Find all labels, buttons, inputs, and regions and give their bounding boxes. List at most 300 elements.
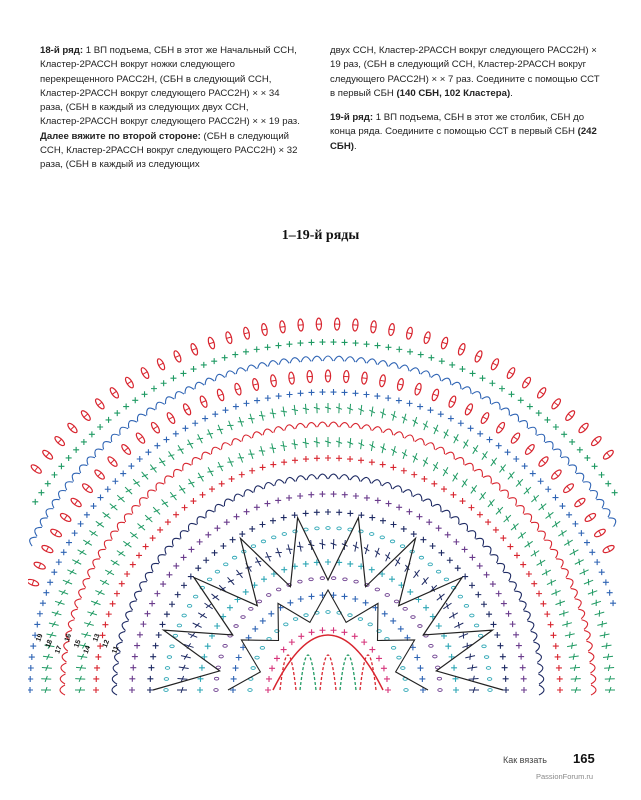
stitch-mark (474, 624, 478, 627)
stitch-mark (164, 611, 170, 617)
stitch-mark (411, 452, 420, 463)
stitch-mark (243, 349, 249, 355)
stitch-mark (37, 611, 43, 617)
stitch-mark (491, 621, 497, 627)
stitch-mark (513, 436, 518, 440)
stitch-mark (529, 493, 540, 504)
stitch-mark (341, 593, 347, 599)
stitch-mark (33, 525, 42, 536)
stitch-mark (404, 689, 408, 692)
stitch-mark (350, 475, 361, 481)
stitch-mark (298, 596, 304, 602)
stitch-mark (160, 581, 166, 587)
stitch-mark (251, 545, 255, 548)
stitch-mark (563, 537, 575, 547)
stitch-mark (195, 433, 205, 445)
stitch-mark (286, 341, 292, 347)
stitch-mark (401, 468, 407, 474)
stitch-mark (343, 578, 347, 581)
stitch-mark (287, 391, 293, 397)
stitch-mark (340, 422, 350, 428)
stitch-mark (243, 400, 249, 406)
stitch-mark (502, 513, 513, 524)
stitch-mark (465, 653, 476, 661)
stitch-mark (159, 621, 165, 627)
stitch-mark (368, 441, 376, 452)
stitch-mark (263, 481, 274, 489)
stitch-mark (590, 488, 600, 499)
stitch-mark (328, 474, 338, 479)
stitch-mark (325, 455, 331, 461)
stitch-mark (293, 618, 297, 621)
stitch-mark (612, 490, 618, 496)
stitch-mark (195, 565, 201, 571)
stitch-mark (490, 552, 500, 563)
stitch-mark (536, 652, 542, 663)
stitch-mark (475, 592, 481, 598)
stitch-mark (77, 587, 85, 598)
stitch-mark (136, 552, 142, 558)
stitch-mark (325, 559, 331, 565)
stitch-mark (279, 358, 290, 364)
stitch-mark (186, 477, 197, 489)
stitch-mark (226, 456, 235, 468)
stitch-mark (130, 665, 136, 671)
stitch-mark (508, 372, 513, 375)
second-side-paragraph (40, 130, 302, 173)
stitch-mark (92, 446, 103, 457)
stitch-mark (339, 474, 349, 480)
stitch-mark (159, 497, 170, 508)
stitch-mark (101, 510, 113, 521)
stitch-mark (528, 448, 533, 452)
stitch-mark (550, 588, 562, 597)
stitch-mark (420, 575, 431, 586)
stitch-mark (273, 426, 284, 433)
stitch-mark (541, 567, 553, 577)
stitch-mark (197, 539, 203, 545)
chart-ring (28, 356, 618, 546)
stitch-mark (177, 624, 181, 627)
stitch-mark (571, 587, 579, 598)
stitch-mark (275, 343, 281, 349)
stitch-mark (58, 463, 64, 469)
stitch-mark (132, 397, 138, 403)
stitch-mark (202, 416, 208, 422)
stitch-mark (314, 455, 320, 461)
stitch-mark (596, 497, 606, 508)
stitch-mark (510, 621, 516, 627)
stitch-mark (478, 634, 482, 637)
stitch-mark (115, 520, 125, 531)
stitch-mark (180, 653, 191, 661)
stitch-mark (232, 352, 238, 358)
stitch-mark (503, 687, 509, 693)
stitch-mark (302, 404, 309, 414)
stitch-mark (81, 576, 90, 587)
stitch-mark (254, 346, 260, 352)
stitch-mark (317, 474, 327, 479)
stitch-mark (369, 567, 375, 573)
stitch-mark (480, 375, 486, 381)
stitch-mark (67, 619, 74, 630)
stitch-mark (94, 588, 106, 597)
stitch-mark (38, 515, 47, 526)
stitch-mark (235, 367, 246, 374)
stitch-mark (109, 558, 121, 568)
stitch-mark (481, 601, 487, 607)
stitch-mark (445, 532, 451, 538)
stitch-mark (234, 568, 245, 580)
stitch-mark (173, 390, 184, 399)
stitch-mark (347, 510, 353, 516)
stitch-mark (506, 470, 517, 482)
stitch-mark (296, 541, 304, 552)
stitch-mark (272, 536, 276, 539)
stitch-mark (550, 547, 559, 558)
stitch-mark (578, 608, 586, 619)
stitch-mark (113, 663, 119, 673)
stitch-mark (518, 654, 524, 660)
stitch-mark (380, 536, 384, 539)
stitch-mark (496, 443, 502, 449)
stitch-mark (317, 422, 327, 427)
stitch-mark (251, 431, 262, 439)
stitch-mark (112, 391, 117, 395)
stitch-mark (30, 643, 36, 649)
stitch-mark (153, 643, 159, 649)
stitch-mark (451, 433, 461, 445)
stitch-mark (298, 633, 304, 639)
stitch-mark (287, 600, 293, 606)
stitch-mark (518, 397, 524, 403)
stitch-mark (334, 356, 344, 361)
stitch-mark (153, 400, 164, 409)
stitch-mark (493, 527, 499, 533)
stitch-mark (375, 497, 381, 503)
stitch-mark (148, 665, 154, 671)
stitch-mark (105, 486, 111, 492)
stitch-mark (225, 575, 236, 586)
stitch-mark (447, 557, 453, 563)
stitch-mark (482, 417, 487, 420)
stitch-mark (29, 654, 35, 660)
stitch-mark (484, 572, 490, 578)
stitch-mark (472, 390, 483, 399)
stitch-mark (448, 610, 460, 620)
stitch-mark (187, 604, 191, 607)
stitch-mark (188, 546, 194, 552)
stitch-mark (407, 333, 413, 334)
stitch-mark (358, 457, 364, 463)
stitch-mark (442, 342, 448, 344)
stitch-mark (276, 393, 282, 399)
stitch-mark (502, 665, 508, 671)
stitch-mark (431, 461, 441, 473)
stitch-mark (135, 412, 146, 422)
stitch-mark (571, 676, 581, 682)
stitch-mark (522, 463, 528, 469)
stitch-mark (84, 512, 90, 518)
row-number-label: 11 (111, 645, 121, 655)
stitch-mark (589, 549, 595, 555)
stitch-mark (96, 547, 105, 558)
stitch-mark (531, 630, 538, 641)
stitch-mark (400, 413, 408, 424)
stitch-mark (41, 676, 51, 682)
chart-ring (129, 491, 527, 693)
stitch-mark (173, 431, 179, 437)
stitch-mark (124, 448, 129, 452)
stitch-mark (292, 512, 298, 518)
stitch-mark (411, 531, 417, 537)
stitch-mark (122, 511, 132, 522)
stitch-mark (220, 441, 231, 449)
stitch-mark (390, 540, 394, 543)
stitch-mark (451, 514, 462, 524)
stitch-mark (576, 471, 586, 482)
row-number-label: 15 (73, 638, 83, 649)
stitch-mark (128, 463, 134, 469)
stitch-mark (254, 398, 260, 404)
stitch-mark (196, 471, 206, 483)
stitch-mark (606, 452, 610, 457)
stitch-mark (450, 471, 460, 483)
stitch-mark (453, 620, 465, 630)
stitch-mark (121, 620, 129, 631)
stitch-mark (145, 487, 156, 497)
stitch-mark (28, 578, 39, 587)
stitch-mark (520, 562, 526, 568)
stitch-mark (584, 629, 591, 640)
stitch-mark (372, 426, 383, 433)
stitch-mark (594, 439, 598, 443)
stitch-mark (274, 655, 280, 661)
stitch-mark (391, 521, 397, 527)
stitch-mark (104, 567, 116, 577)
stitch-mark (162, 544, 172, 555)
stitch-mark (97, 402, 102, 406)
stitch-mark (599, 569, 605, 575)
stitch-mark (212, 550, 218, 556)
stitch-mark (285, 544, 293, 555)
stitch-mark (315, 527, 319, 530)
stitch-mark (460, 498, 466, 504)
stitch-mark (385, 594, 389, 597)
stitch-mark (181, 554, 187, 560)
stitch-mark (54, 598, 65, 607)
stitch-mark (270, 518, 276, 524)
stitch-mark (32, 580, 34, 586)
stitch-mark (336, 403, 342, 413)
stitch-mark (165, 667, 169, 670)
stitch-mark (84, 414, 88, 418)
stitch-mark (464, 604, 468, 607)
stitch-mark (66, 455, 72, 461)
stitch-mark (218, 394, 224, 396)
stitch-mark (591, 685, 596, 695)
stitch-mark (182, 614, 186, 617)
stitch-mark (467, 664, 478, 671)
stitch-mark (486, 611, 492, 617)
stitch-mark (358, 618, 362, 621)
stitch-mark (445, 643, 451, 649)
stitch-mark (319, 539, 325, 549)
stitch-mark (253, 384, 259, 385)
stitch-mark (291, 439, 298, 450)
crochet-chart (28, 250, 618, 710)
stitch-mark (281, 567, 287, 573)
stitch-mark (261, 329, 267, 330)
stitch-mark (362, 544, 370, 555)
stitch-mark (336, 437, 342, 447)
stitch-mark (209, 445, 220, 454)
stitch-mark (474, 467, 485, 477)
continuation-text: двух ССН, Кластер-2РАССН вокруг следующего РАСС2Н) × 19 раз, (СБН в следующий ССН, Кластер-2РАССН вокруг следующего РАСС2Н) × × 7 раз. Соедините с помощью ССТ в первый СБН (330, 45, 600, 99)
stitch-mark (389, 362, 400, 369)
stitch-mark (438, 411, 444, 417)
chart-rings (28, 318, 618, 695)
stitch-mark (74, 500, 78, 505)
stitch-mark (51, 472, 57, 478)
stitch-mark (284, 477, 295, 484)
stitch-mark (342, 389, 348, 395)
stitch-mark (46, 452, 50, 457)
stitch-mark (603, 506, 613, 517)
stitch-mark (441, 486, 447, 492)
stitch-mark (351, 423, 361, 429)
stitch-mark (319, 491, 325, 497)
stitch-mark (60, 685, 65, 695)
stitch-mark (452, 381, 463, 390)
stitch-mark (157, 456, 168, 468)
stitch-mark (226, 420, 235, 431)
row19-label: 19-й ряд: (330, 112, 374, 124)
stitch-mark (270, 462, 276, 468)
stitch-mark (234, 625, 238, 628)
stitch-mark (459, 477, 470, 489)
row18-text: 1 ВП подъема, СБН в этот же Начальный ССН, Кластер-2РАССН вокруг ножки следующего перекрещенного РАСС2Н, (СБН в следующий ССН, Кластер-2РАССН вокруг следующего РАСС2Н) × × 34 раза, (СБН в каждый из следующих двух ССН, Кластер-2РАССН вокруг следующего РАСС2Н) × × 19 раз. (40, 45, 300, 128)
stitch-mark (112, 685, 117, 695)
stitch-mark (167, 656, 171, 659)
stitch-mark (331, 627, 337, 633)
stitch-mark (308, 389, 314, 395)
stitch-mark (524, 381, 529, 384)
stitch-mark (151, 386, 157, 392)
stitch-mark (336, 455, 342, 461)
stitch-mark (38, 563, 40, 569)
stitch-mark (438, 550, 444, 556)
stitch-mark (374, 393, 380, 399)
stitch-mark (108, 528, 118, 539)
stitch-mark (186, 521, 197, 531)
stitch-mark (437, 677, 441, 680)
continuation-end: . (510, 87, 513, 99)
stitch-mark (380, 518, 386, 524)
stitch-mark (281, 459, 287, 465)
stitch-mark (106, 611, 112, 617)
stitch-mark (214, 525, 220, 531)
stitch-mark (46, 631, 57, 639)
stitch-mark (161, 380, 167, 386)
chart-ring (230, 592, 426, 693)
stitch-mark (214, 623, 220, 629)
stitch-mark (378, 360, 389, 367)
stitch-mark (375, 343, 381, 349)
stitch-mark (466, 408, 471, 411)
stitch-mark (148, 463, 159, 475)
stitch-mark (239, 472, 245, 478)
stitch-mark (164, 689, 168, 692)
stitch-mark (323, 356, 333, 361)
stitch-mark (499, 386, 505, 392)
stitch-mark (197, 610, 209, 620)
stitch-mark (153, 480, 164, 490)
stitch-mark (567, 642, 578, 650)
stitch-mark (223, 407, 229, 413)
stitch-mark (289, 639, 295, 645)
stitch-mark (575, 597, 583, 608)
stitch-mark (417, 404, 423, 410)
stitch-mark (558, 609, 569, 618)
stitch-mark (257, 600, 261, 603)
stitch-mark (487, 437, 493, 443)
stitch-mark (281, 515, 287, 521)
stitch-mark (331, 339, 337, 345)
stitch-mark (361, 639, 367, 645)
stitch-mark (356, 357, 366, 363)
stitch-mark (607, 546, 610, 551)
stitch-mark (164, 678, 168, 681)
continuation-bold: (140 СБН, 102 Кластера) (396, 87, 511, 99)
stitch-mark (274, 479, 285, 486)
stitch-mark (199, 450, 210, 459)
stitch-mark (403, 607, 407, 610)
stitch-mark (476, 355, 481, 357)
stitch-mark (236, 655, 242, 661)
stitch-mark (448, 416, 454, 422)
stitch-mark (154, 443, 160, 449)
stitch-mark (129, 503, 139, 514)
stitch-mark (553, 424, 559, 430)
stitch-mark (363, 391, 369, 397)
footer-section-label: Как вязать (503, 755, 547, 765)
stitch-mark (573, 557, 585, 567)
stitch-mark (213, 502, 224, 511)
stitch-mark (60, 674, 65, 684)
stitch-mark (427, 407, 433, 413)
stitch-mark (130, 562, 136, 568)
stitch-mark (290, 357, 300, 363)
stitch-mark (200, 492, 206, 498)
stitch-mark (578, 567, 590, 577)
stitch-mark (286, 495, 292, 501)
stitch-mark (56, 559, 62, 565)
stitch-mark (421, 456, 430, 468)
stitch-mark (436, 570, 440, 573)
stitch-mark (497, 643, 503, 649)
stitch-mark (546, 578, 558, 588)
stitch-mark (470, 444, 480, 456)
stitch-mark (309, 578, 313, 581)
stitch-mark (61, 663, 67, 673)
stitch-mark (353, 493, 359, 499)
stitch-mark (309, 593, 315, 599)
stitch-mark (419, 556, 423, 559)
stitch-mark (421, 420, 430, 431)
stitch-mark (269, 443, 277, 454)
stitch-mark (93, 676, 99, 682)
